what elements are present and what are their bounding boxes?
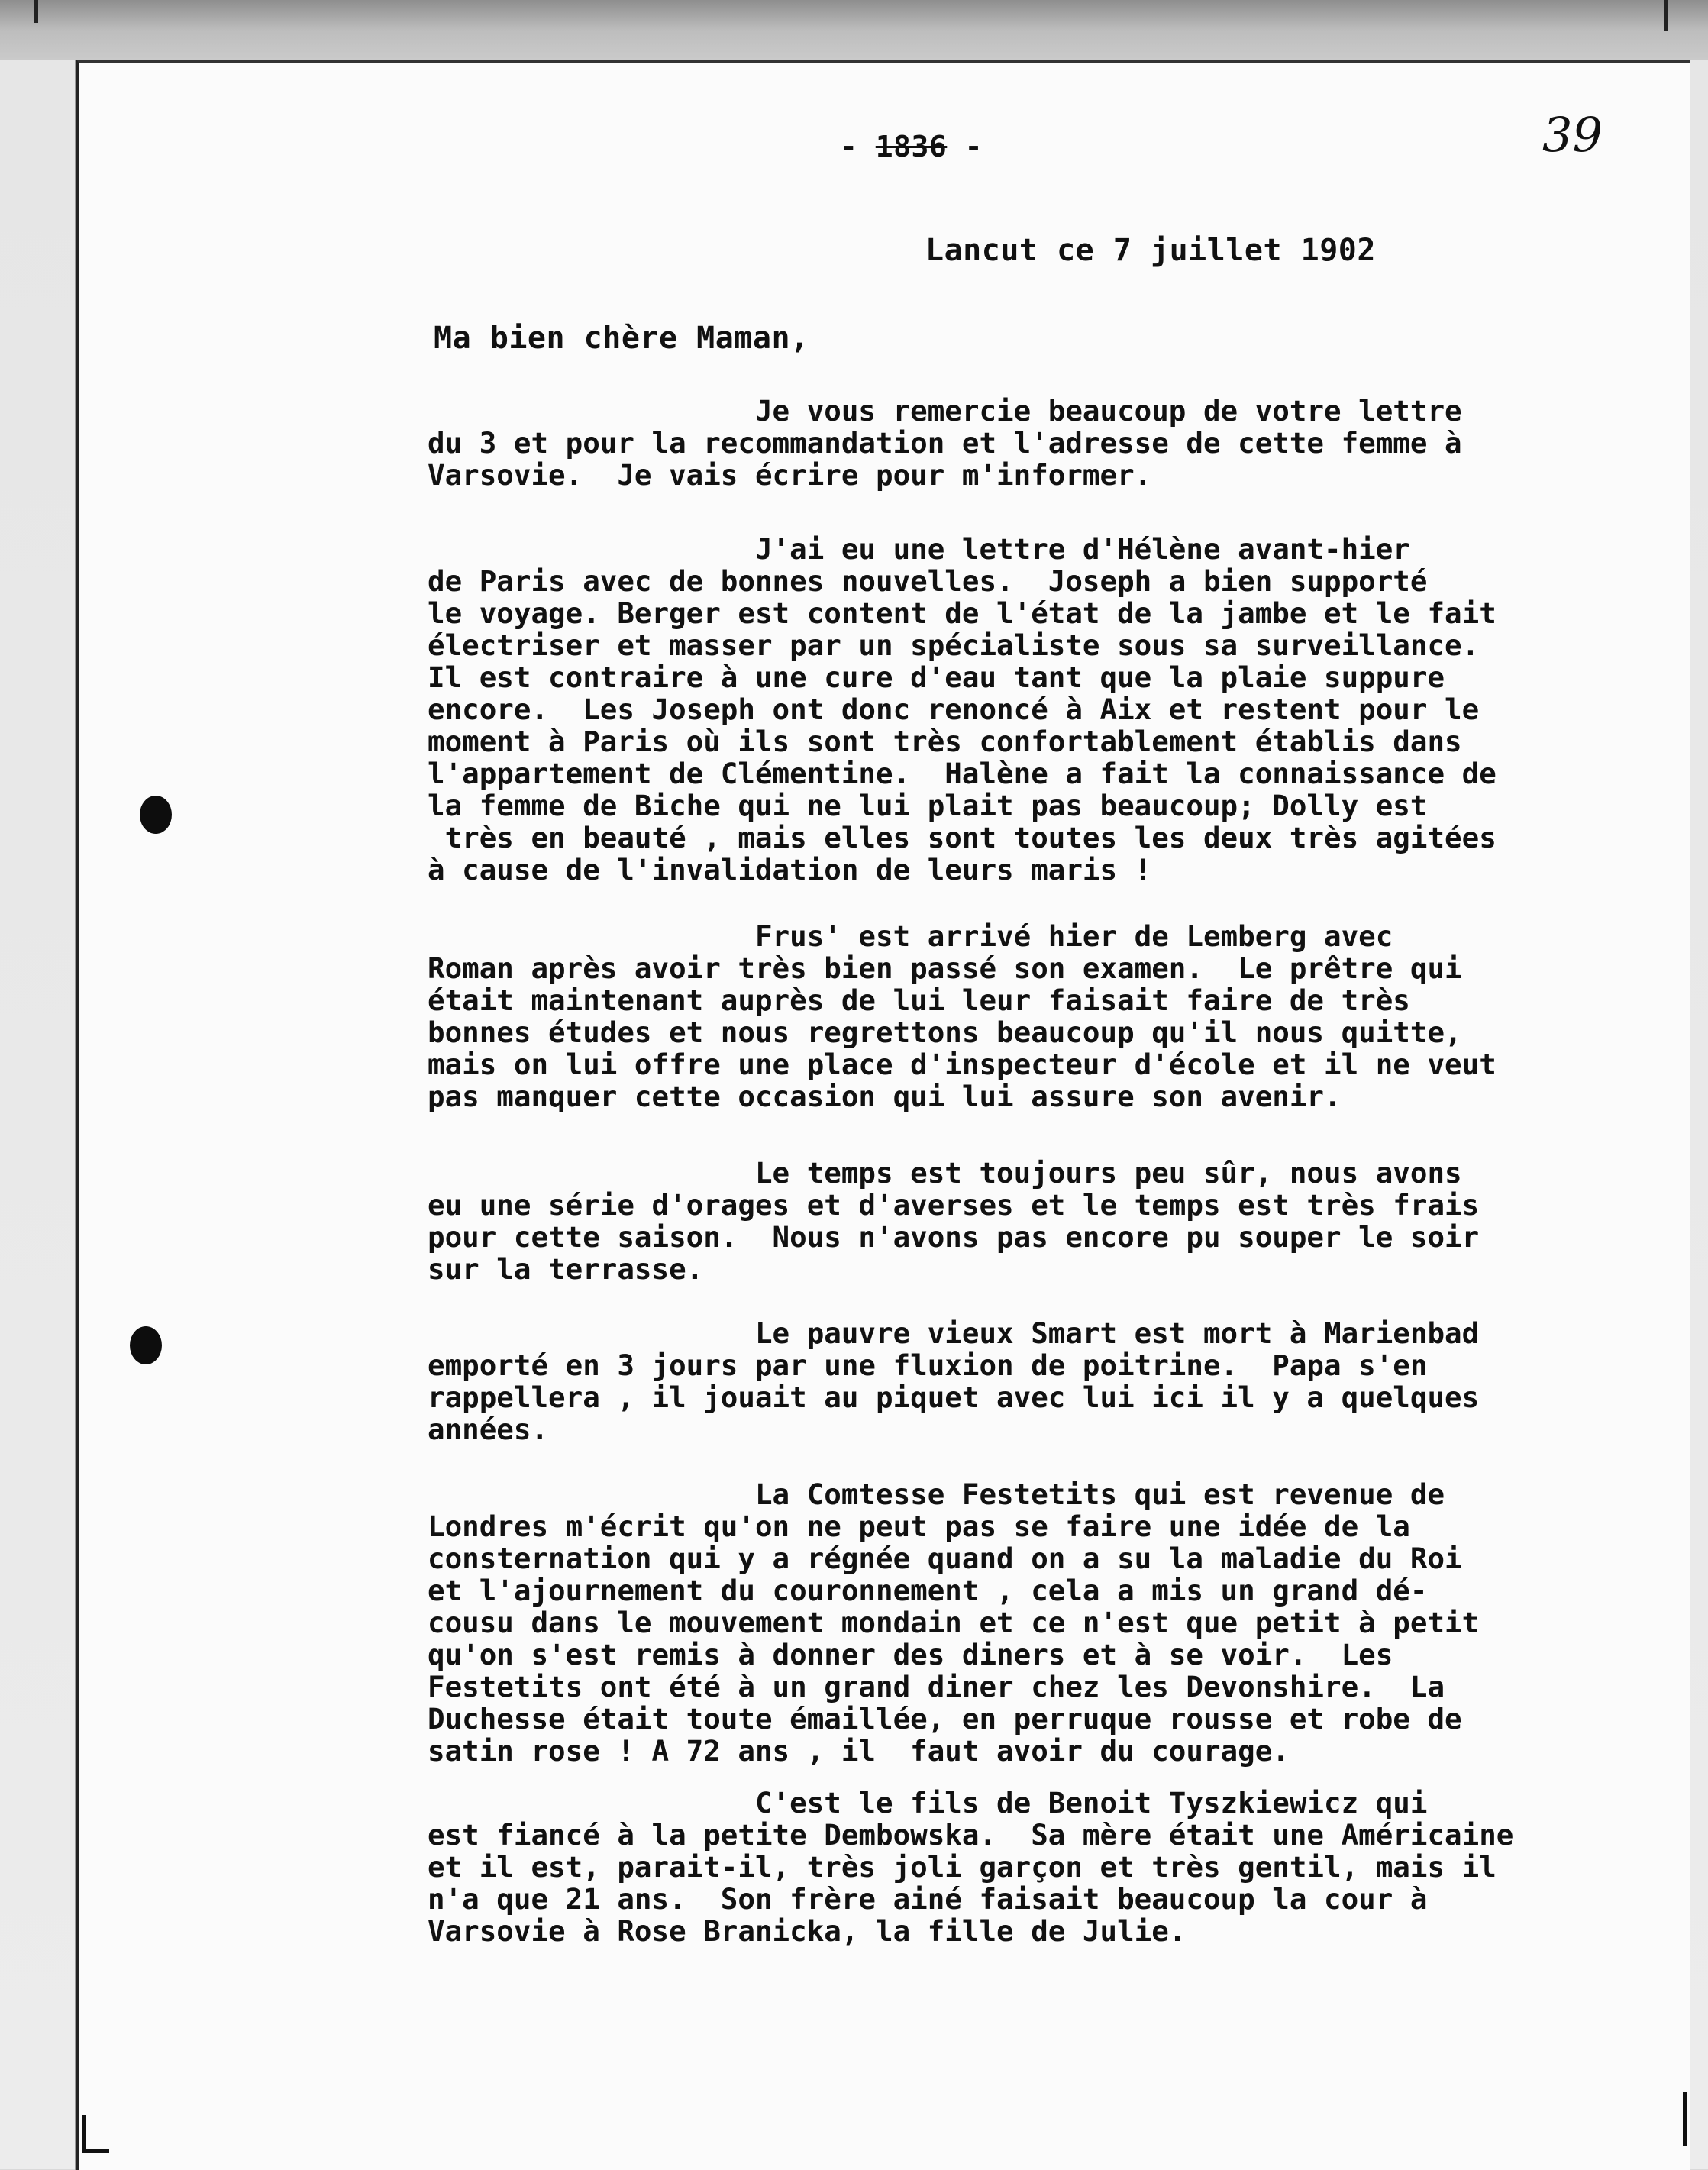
page-number: 39 — [1542, 107, 1603, 163]
paragraph-line: Le pauvre vieux Smart est mort à Marienbad — [428, 1316, 1480, 1350]
paragraph-line: et il est, parait-il, très joli garçon et très gentil, mais il — [428, 1850, 1497, 1884]
paragraph-line: qu'on s'est remis à donner des diners et à se voir. Les — [428, 1638, 1393, 1671]
paragraph-line: la femme de Biche qui ne lui plait pas beaucoup; Dolly est — [428, 789, 1428, 822]
date-line: Lancut ce 7 juillet 1902 — [925, 233, 1376, 268]
paragraph-line: Londres m'écrit qu'on ne peut pas se faire une idée de la — [428, 1510, 1410, 1543]
paragraph-line: Roman après avoir très bien passé son examen. Le prêtre qui — [428, 951, 1462, 985]
letter-paragraph — [428, 1787, 1513, 1947]
crop-mark-top-right — [1664, 0, 1668, 31]
paragraph-line: Varsovie. Je vais écrire pour m'informer. — [428, 458, 1152, 492]
letter-paragraph — [428, 395, 1462, 491]
paragraph-line: du 3 et pour la recommandation et l'adresse de cette femme à — [428, 426, 1462, 460]
paragraph-line: pour cette saison. Nous n'avons pas encore pu souper le soir — [428, 1220, 1480, 1254]
letter-paragraph — [428, 920, 1497, 1112]
letter-paragraph — [428, 1157, 1479, 1285]
letter-paragraph — [428, 1317, 1479, 1445]
paragraph-line: J'ai eu une lettre d'Hélène avant-hier — [428, 532, 1410, 566]
paragraph-line: cousu dans le mouvement mondain et ce n'est que petit à petit — [428, 1606, 1480, 1639]
scan-top-edge — [0, 0, 1708, 60]
paragraph-line: pas manquer cette occasion qui lui assure son avenir. — [428, 1080, 1342, 1113]
paragraph-line: est fiancé à la petite Dembowska. Sa mère était une Américaine — [428, 1818, 1514, 1852]
punch-hole-icon — [130, 1326, 162, 1364]
paragraph-line: moment à Paris où ils sont très confortablement établis dans — [428, 725, 1462, 758]
paragraph-line: consternation qui y a régnée quand on a su la maladie du Roi — [428, 1542, 1462, 1575]
paragraph-line: C'est le fils de Benoit Tyszkiewicz qui — [428, 1786, 1428, 1820]
paragraph-line: de Paris avec de bonnes nouvelles. Joseph a bien supporté — [428, 564, 1428, 598]
paragraph-line: n'a que 21 ans. Son frère ainé faisait beaucoup la cour à — [428, 1882, 1428, 1916]
paragraph-line: Varsovie à Rose Branicka, la fille de Julie. — [428, 1914, 1187, 1948]
paragraph-line: mais on lui offre une place d'inspecteur d'école et il ne veut — [428, 1048, 1497, 1081]
header-year-value: 1836 — [875, 130, 948, 163]
paragraph-line: électriser et masser par un spécialiste sous sa surveillance. — [428, 628, 1480, 662]
paragraph-line: Festetits ont été à un grand diner chez les Devonshire. La — [428, 1670, 1445, 1703]
paragraph-line: bonnes études et nous regrettons beaucoup qu'il nous quitte, — [428, 1016, 1462, 1049]
paragraph-line: le voyage. Berger est content de l'état de la jambe et le fait — [428, 596, 1497, 630]
paragraph-line: satin rose ! A 72 ans , il faut avoir du courage. — [428, 1734, 1290, 1768]
paragraph-line: très en beauté , mais elles sont toutes les deux très agitées — [428, 821, 1497, 854]
letter-paragraph — [428, 533, 1497, 886]
paragraph-line: années. — [428, 1413, 549, 1446]
paragraph-line: encore. Les Joseph ont donc renoncé à Aix et restent pour le — [428, 693, 1480, 726]
paragraph-line: Duchesse était toute émaillée, en perruque rousse et robe de — [428, 1702, 1462, 1736]
paragraph-line: Il est contraire à une cure d'eau tant que la plaie suppure — [428, 660, 1445, 694]
paragraph-line: Je vous remercie beaucoup de votre lettre — [428, 394, 1462, 428]
crop-mark-bottom-right — [1683, 2092, 1687, 2146]
paragraph-line: et l'ajournement du couronnement , cela a mis un grand dé- — [428, 1574, 1428, 1607]
crop-mark-bottom-left — [82, 2115, 86, 2153]
paragraph-line: emporté en 3 jours par une fluxion de poitrine. Papa s'en — [428, 1348, 1428, 1382]
paragraph-line: eu une série d'orages et d'averses et le temps est très frais — [428, 1188, 1480, 1222]
header-year: - 1836 - — [840, 130, 983, 163]
crop-mark-top-left — [34, 0, 38, 23]
punch-hole-icon — [140, 796, 172, 834]
paragraph-line: à cause de l'invalidation de leurs maris ! — [428, 853, 1152, 886]
paragraph-line: l'appartement de Clémentine. Halène a fait la connaissance de — [428, 757, 1497, 790]
crop-mark-bottom-left-foot — [82, 2149, 109, 2153]
paragraph-line: Le temps est toujours peu sûr, nous avons — [428, 1156, 1462, 1190]
letter-paragraph — [428, 1478, 1479, 1767]
paragraph-line: La Comtesse Festetits qui est revenue de — [428, 1477, 1445, 1511]
paragraph-line: sur la terrasse. — [428, 1252, 704, 1286]
paragraph-line: Frus' est arrivé hier de Lemberg avec — [428, 919, 1393, 953]
paragraph-line: était maintenant auprès de lui leur faisait faire de très — [428, 983, 1410, 1017]
paragraph-line: rappellera , il jouait au piquet avec lui ici il y a quelques — [428, 1380, 1480, 1414]
salutation: Ma bien chère Maman, — [434, 321, 809, 356]
